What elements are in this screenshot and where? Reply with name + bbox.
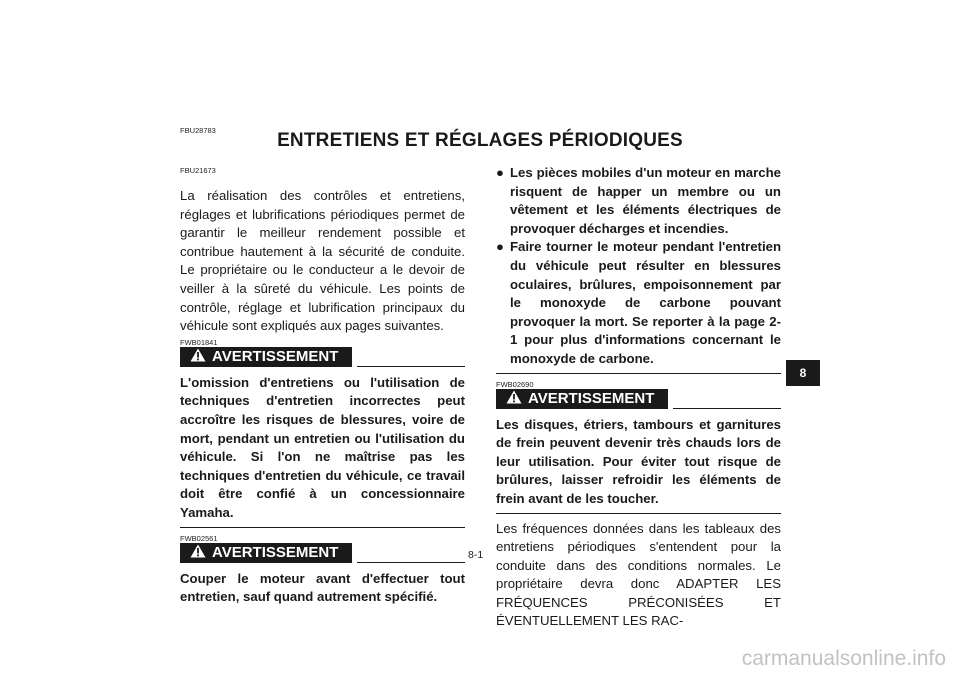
warning2-code: FWB02561 [180,533,218,543]
watermark: carmanualsonline.info [741,647,946,670]
warning3-text: Les disques, étriers, tambours et garnitures de frein peuvent devenir très chauds lors de leur utilisation. Pour éviter tout risque de brûlures, laisser refroidir les éléments de frein avant de les toucher. [496,416,781,506]
warning-bullet-list [496,164,781,369]
bullet-dot: ● [496,239,504,255]
bullet-text: Les pièces mobiles d'un moteur en marche risquent de happer un membre ou un vêtement et les éléments électriques de provoquer décharges et incendies. [510,165,781,236]
bullet-text: Faire tourner le moteur pendant l'entretien du véhicule peut résulter en blessures oculaires, brûlures, empoisonnement par le monoxyde de carbone pouvant provoquer la mort. Se reporter à la page 2-1 pour plus d'informations concernant le monoxyde de carbone. [510,239,781,366]
warning-icon [506,390,528,408]
warning2-text: Couper le moteur avant d'effectuer tout entretien, sauf quand autrement spécifié. [180,570,465,605]
warning3-rule [673,408,781,409]
warning2-header [180,543,465,565]
intro-code: FBU21673 [180,166,216,175]
warning1-badge [180,347,352,367]
warning1-code: FWB01841 [180,337,218,347]
chapter-tab[interactable]: 8 [786,360,820,386]
warning3-header [496,389,781,411]
warning1-header [180,347,465,369]
warning1-label: AVERTISSEMENT [212,348,339,366]
warning2-rule [357,562,465,563]
warning1-text: L'omission d'entretiens ou l'utilisation de techniques d'entretien incorrectes peut accroître les risques de blessures, voire de mort, pendant un entretien ou l'utilisation du véhicule. Si l'on ne maîtrise pas les techniques d'entretien du véhicule, ce travail doit être confié à un concessionnaire Yamaha. [180,374,465,520]
warning3-bottom-rule [496,513,781,514]
bullet-dot: ● [496,165,504,180]
intro-text: La réalisation des contrôles et entretiens, réglages et lubrifications périodiques permet de garantir le meilleur rendement possible et contribue hautement à la sécurité de conduite. Le propriétaire ou le conducteur a le devoir de veiller à la sûreté du véhicule. Les points de contrôle, réglage et lubrification principaux du véhicule sont expliqués aux pages suivantes. [180,188,465,334]
warning3-badge [496,389,668,409]
list-item [496,238,781,368]
warning-icon [190,348,212,366]
left-column [180,166,465,607]
page-title: ENTRETIENS ET RÉGLAGES PÉRIODIQUES [277,130,683,151]
warning3-code: FWB02690 [496,379,534,389]
header-code: FBU28783 [180,126,216,135]
warning-icon [190,544,212,562]
bullets-bottom-rule [496,373,781,374]
warning2-label: AVERTISSEMENT [212,544,339,561]
right-column [496,164,781,631]
warning1-rule [357,366,465,367]
page-number: 8-1 [468,549,484,561]
warning3-label: AVERTISSEMENT [528,390,655,408]
warning1-bottom-rule [180,527,465,528]
warning2-badge [180,543,352,563]
list-item [496,164,781,238]
closing-text: Les fréquences données dans les tableaux des entretiens périodiques s'entendent pour la conduite dans des conditions normales. Le propriétaire devra donc ADAPTER LES FRÉQUENCES PRÉCONISÉES ET ÉVENTUELLEMENT LES RAC- [496,520,781,629]
